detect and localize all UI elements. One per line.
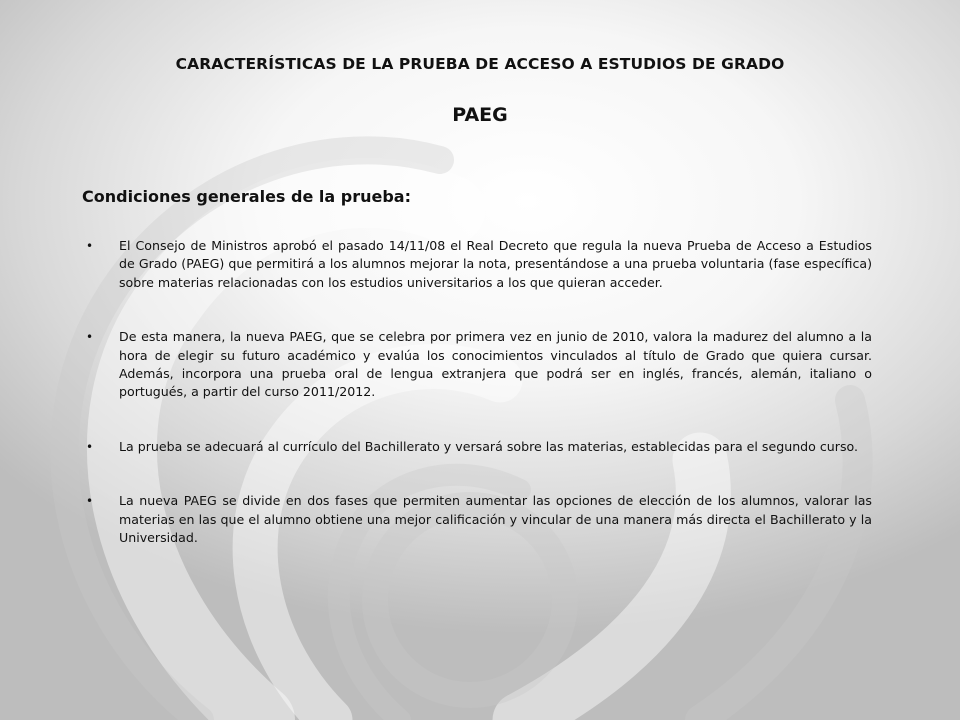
bullet-list [82, 237, 872, 583]
bullet-text: De esta manera, la nueva PAEG, que se celebra por primera vez en junio de 2010, valora la madurez del alumno a la hora de elegir su futuro académico y evalúa los conocimientos vinculados al título de Grado que quiera cursar. Además, incorpora una prueba oral de lengua extranjera que podrá ser en inglés, francés, alemán, italiano o portugués, a partir del curso 2011/2012. [119, 329, 872, 400]
bullet-item [82, 492, 872, 547]
section-heading: Condiciones generales de la prueba: [82, 187, 411, 206]
bullet-text: La nueva PAEG se divide en dos fases que permiten aumentar las opciones de elección de los alumnos, valorar las materias en las que el alumno obtiene una mejor calificación y vincular de una manera más directa el Bachillerato y la Universidad. [119, 493, 872, 546]
bullet-text: La prueba se adecuará al currículo del Bachillerato y versará sobre las materias, establecidas para el segundo curso. [119, 438, 859, 454]
bullet-item [82, 237, 872, 292]
bullet-item [82, 438, 872, 456]
bullet-marker: • [86, 330, 94, 345]
bullet-text: El Consejo de Ministros aprobó el pasado 14/11/08 el Real Decreto que regula la nueva Prueba de Acceso a Estudios de Grado (PAEG) que permitirá a los alumnos mejorar la nota, presentándose a una prueba voluntaria (fase específica) sobre materias relacionadas con los estudios universitarios a los que quieran acceder. [119, 238, 872, 290]
slide-title: CARACTERÍSTICAS DE LA PRUEBA DE ACCESO A ESTUDIOS DE GRADO [175, 55, 785, 73]
bullet-marker: • [86, 439, 94, 454]
bullet-item [82, 328, 872, 402]
bullet-marker: • [86, 239, 94, 253]
bullet-marker: • [86, 494, 94, 509]
slide-subtitle: PAEG [452, 104, 508, 126]
